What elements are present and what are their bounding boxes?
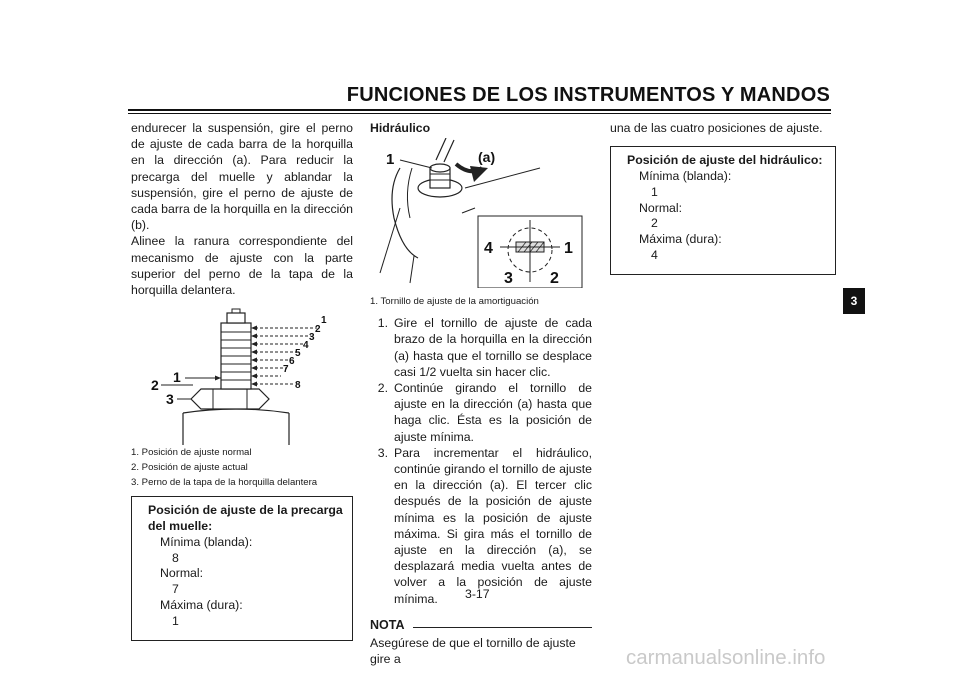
caption-item: 1. Posición de ajuste normal — [131, 447, 252, 459]
paragraph: Alinee la ranura correspondiente del mecanismo de ajuste con la parte superior del perno de la tapa de la horquilla delantera. — [131, 234, 353, 298]
callout-8: 8 — [295, 380, 301, 392]
preload-settings-box — [131, 496, 353, 640]
caption-item: 2. Posición de ajuste actual — [131, 462, 248, 474]
left-callout-2: 2 — [151, 377, 159, 394]
step-number: 2. — [377, 381, 388, 396]
callout-6: 6 — [289, 356, 295, 368]
page-number: 3-17 — [465, 587, 490, 601]
step-number: 3. — [377, 445, 388, 460]
setting-label: Mínima (blanda): — [160, 534, 253, 549]
box-title: Posición de ajuste de la precarga del muelle: — [148, 503, 343, 534]
callout-4: 4 — [303, 340, 309, 352]
nota-text: Asegúrese de que el tornillo de ajuste gire a — [370, 636, 576, 667]
step-text: Para incrementar el hidráulico, continúe girando el tornillo de ajuste en la dirección (a). El tercer clic después de la posición de ajuste mínima es la posición de ajuste máxima. Si gira más el tornillo de ajuste en la dirección (a), se desplazará media vuelta antes de volver a la posición de ajuste mínima. — [394, 445, 592, 606]
paragraph: una de las cuatro posiciones de ajuste. — [610, 121, 823, 135]
nota-rule — [413, 627, 593, 628]
callout-5: 5 — [295, 348, 301, 360]
setting-value: 4 — [651, 247, 658, 262]
setting-label: Máxima (dura): — [639, 232, 722, 247]
left-callout-1: 1 — [173, 369, 181, 386]
watermark: carmanualsonline.info — [626, 646, 826, 669]
figure-caption: 1. Tornillo de ajuste de la amortiguación — [370, 296, 539, 308]
callout-3: 3 — [309, 332, 315, 344]
setting-label: Normal: — [639, 200, 683, 215]
dial-position-4: 4 — [484, 240, 493, 258]
column-left — [131, 120, 353, 641]
step-item — [370, 380, 592, 445]
direction-a-label: (a) — [478, 149, 496, 166]
damping-adjuster-figure — [370, 138, 592, 288]
dial-position-2: 2 — [550, 270, 559, 288]
setting-value: 1 — [651, 184, 658, 199]
paragraph: endurecer la suspensión, gire el perno de ajuste de cada barra de la horquilla en la dirección (a). Para reducir la precarga del muelle y ablandar la suspensión, gire el perno de ajuste de cada barra de la horquilla en la dirección (b). — [131, 121, 353, 233]
step-text: Continúe girando el tornillo de ajuste en la dirección (a) hasta que haga clic. Ésta es la posición de ajuste mínima. — [394, 381, 592, 444]
header-rule-thin — [128, 113, 831, 114]
box-title: Posición de ajuste del hidráulico: — [627, 153, 823, 168]
step-item — [370, 315, 592, 380]
preload-adjuster-figure — [131, 305, 353, 445]
figure-captions — [131, 445, 353, 490]
dial-position-1: 1 — [564, 240, 573, 258]
caption-item: 3. Perno de la tapa de la horquilla delantera — [131, 477, 318, 489]
step-text: Gire el tornillo de ajuste de cada brazo de la horquilla en la dirección (a) hasta que el tornillo se desplace casi 1/2 vuelta sin hacer clic. — [394, 316, 592, 379]
callout-1: 1 — [321, 315, 327, 327]
nota-heading — [370, 617, 592, 633]
page-header-title: FUNCIONES DE LOS INSTRUMENTOS Y MANDOS — [346, 84, 830, 106]
left-callout-3: 3 — [166, 391, 174, 408]
callout-7: 7 — [283, 364, 289, 376]
setting-value: 8 — [172, 550, 179, 565]
setting-value: 7 — [172, 582, 179, 597]
step-number: 1. — [377, 316, 388, 331]
callout-1: 1 — [386, 151, 395, 169]
chapter-tab: 3 — [843, 288, 865, 314]
column-middle — [370, 120, 592, 667]
setting-label: Mínima (blanda): — [639, 169, 732, 183]
setting-label: Máxima (dura): — [160, 598, 243, 613]
column-right — [610, 120, 832, 275]
setting-label: Normal: — [160, 566, 204, 581]
setting-value: 2 — [651, 216, 658, 231]
nota-label: NOTA — [370, 617, 405, 632]
section-heading: Hidráulico — [370, 121, 431, 135]
step-item — [370, 445, 592, 607]
adjustment-steps — [370, 315, 592, 607]
callout-2: 2 — [315, 324, 321, 336]
dial-position-3: 3 — [504, 270, 513, 288]
header-rule — [128, 109, 831, 111]
setting-value: 1 — [172, 613, 179, 628]
damping-settings-box — [610, 146, 836, 275]
